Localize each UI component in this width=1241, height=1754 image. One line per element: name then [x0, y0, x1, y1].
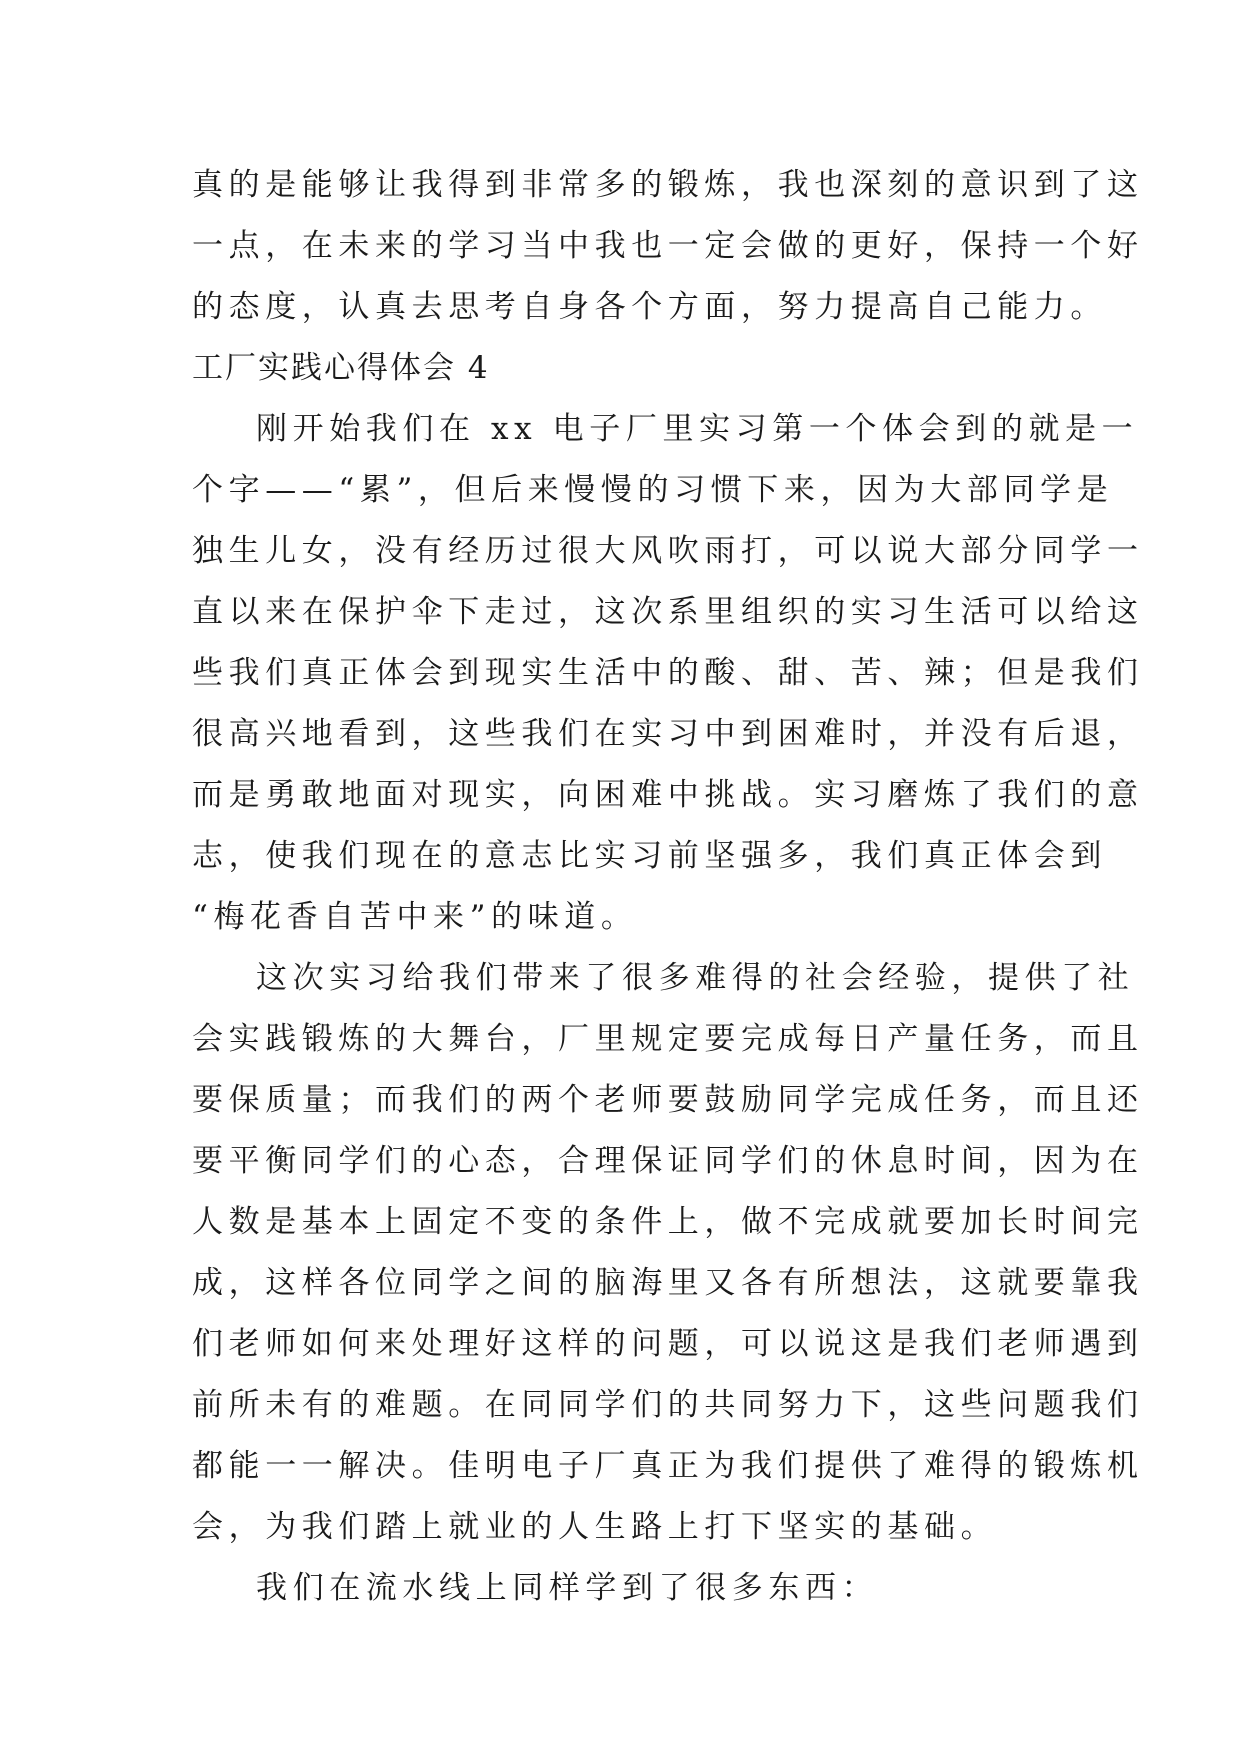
text-line: 一点，在未来的学习当中我也一定会做的更好，保持一个好 — [192, 228, 1144, 264]
text-line: 们老师如何来处理好这样的问题，可以说这是我们老师遇到 — [192, 1326, 1144, 1362]
text-line: 直以来在保护伞下走过，这次系里组织的实习生活可以给这 — [192, 594, 1144, 630]
text-line: 会，为我们踏上就业的人生路上打下坚实的基础。 — [192, 1509, 998, 1545]
text-line: 要保质量；而我们的两个老师要鼓励同学完成任务，而且还 — [192, 1082, 1144, 1118]
paragraph-first-line: 这次实习给我们带来了很多难得的社会经验，提供了社 — [256, 960, 1135, 996]
text-line: 的态度，认真去思考自身各个方面，努力提高自己能力。 — [192, 289, 1107, 325]
paragraph-first-line: 我们在流水线上同样学到了很多东西： — [256, 1570, 879, 1606]
text-line: 人数是基本上固定不变的条件上，做不完成就要加长时间完 — [192, 1204, 1144, 1240]
text-line: 个字——“累”，但后来慢慢的习惯下来，因为大部同学是 — [192, 472, 1114, 508]
text-line: 志，使我们现在的意志比实习前坚强多，我们真正体会到 — [192, 838, 1107, 874]
text-line: 会实践锻炼的大舞台，厂里规定要完成每日产量任务，而且 — [192, 1021, 1144, 1057]
document-page — [192, 155, 1144, 1619]
text-line: 要平衡同学们的心态，合理保证同学们的休息时间，因为在 — [192, 1143, 1144, 1179]
paragraph-first-line: 刚开始我们在 xx 电子厂里实习第一个体会到的就是一 — [256, 411, 1139, 447]
text-line: 些我们真正体会到现实生活中的酸、甜、苦、辣；但是我们 — [192, 655, 1144, 691]
text-line: 成，这样各位同学之间的脑海里又各有所想法，这就要靠我 — [192, 1265, 1144, 1301]
text-line: 很高兴地看到，这些我们在实习中到困难时，并没有后退， — [192, 716, 1144, 752]
text-line: 而是勇敢地面对现实，向困难中挑战。实习磨炼了我们的意 — [192, 777, 1144, 813]
section-heading: 工厂实践心得体会 4 — [192, 350, 490, 386]
text-line: 前所未有的难题。在同同学们的共同努力下，这些问题我们 — [192, 1387, 1144, 1423]
text-line: 都能一一解决。佳明电子厂真正为我们提供了难得的锻炼机 — [192, 1448, 1144, 1484]
text-line: 真的是能够让我得到非常多的锻炼，我也深刻的意识到了这 — [192, 167, 1144, 203]
text-line: 独生儿女，没有经历过很大风吹雨打，可以说大部分同学一 — [192, 533, 1144, 569]
text-line: “梅花香自苦中来”的味道。 — [192, 899, 638, 935]
